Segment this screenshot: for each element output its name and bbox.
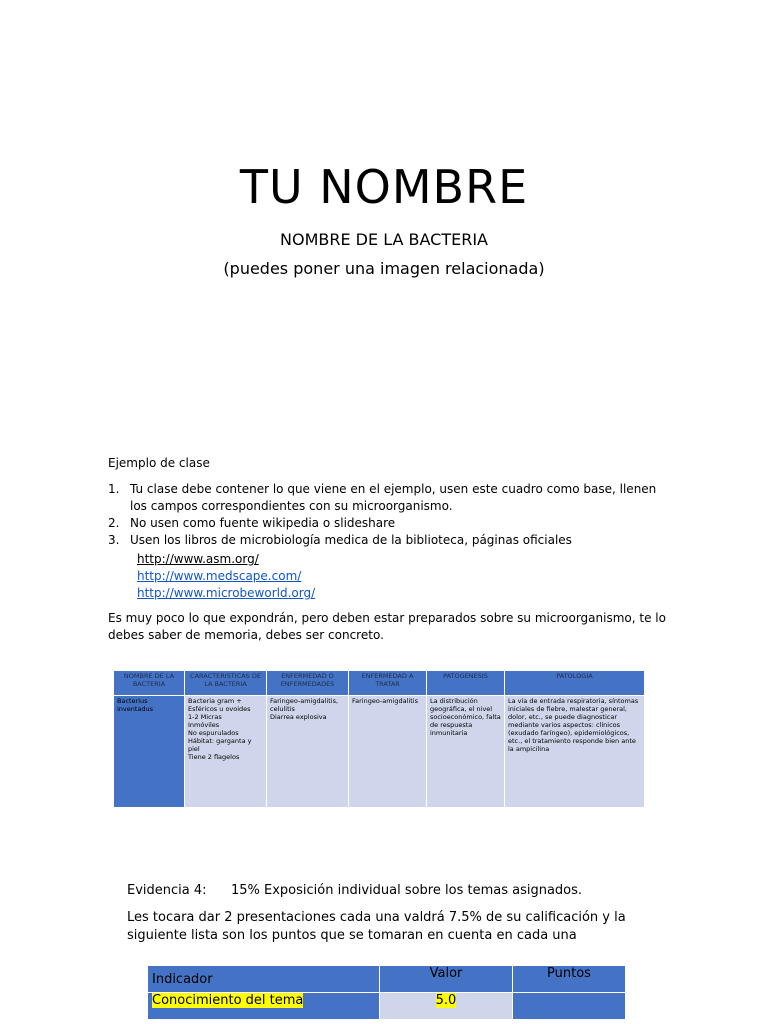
- cell-indicator: [148, 993, 380, 1020]
- table-row: [148, 993, 626, 1020]
- cell-value: [380, 993, 513, 1020]
- evidence-line: [127, 883, 583, 898]
- header-points: Puntos: [513, 966, 626, 993]
- cell-bacteria-name: Bacterius inventadus: [114, 696, 185, 808]
- table-header-row: [114, 671, 645, 696]
- header-characteristics: CARACTERISTICAS DE LA BACTERIA: [185, 671, 267, 696]
- list-number: 1.: [108, 482, 120, 496]
- evidence-detail: 15% Exposición individual sobre los temas asignados.: [231, 883, 583, 898]
- instructions-list: [108, 481, 668, 549]
- evidence-label: Evidencia 4:: [127, 883, 207, 898]
- list-item: [108, 481, 668, 515]
- list-item: [108, 532, 668, 549]
- list-item: [108, 515, 668, 532]
- header-pathogenesis: PATOGENESIS: [427, 671, 505, 696]
- link-asm[interactable]: http://www.asm.org/: [137, 552, 259, 566]
- list-number: 2.: [108, 516, 120, 530]
- cell-diseases: Faringeo-amigdalitis, celulitis Diarrea explosiva: [267, 696, 349, 808]
- example-table: [113, 670, 645, 808]
- list-text: Usen los libros de microbiología medica de la biblioteca, páginas oficiales: [130, 533, 572, 547]
- cell-pathology: La vía de entrada respiratoria, síntomas iniciales de fiebre, malestar general, dolor, etc., se puede diagnosticar mediante varios aspectos: clínicos (exudado faríngeo), epidemiológicos, etc., el tratamiento responde bien ante la ampicilina: [505, 696, 645, 808]
- scores-table: [147, 965, 626, 1020]
- table-row: [114, 696, 645, 808]
- cell-characteristics: Bacteria gram + Esféricos u ovoides 1-2 Micras Inmóviles No espurulados Hábitat: garganta y piel Tiene 2 flagelos: [185, 696, 267, 808]
- list-number: 3.: [108, 533, 120, 547]
- header-disease-to-treat: ENFERMEDAD A TRATAR: [349, 671, 427, 696]
- list-text: Tu clase debe contener lo que viene en el ejemplo, usen este cuadro como base, llenen los campos correspondientes con su microorganismo.: [130, 482, 657, 513]
- indicator-text: Conocimiento del tema: [152, 993, 304, 1008]
- cell-pathogenesis: La distribución geográfica, el nivel socioeconómico, falta de respuesta inmunitaria: [427, 696, 505, 808]
- table-header-row: [148, 966, 626, 993]
- evidence-description: Les tocara dar 2 presentaciones cada una valdrá 7.5% de su calificación y la siguiente lista son los puntos que se tomaran en cuenta en cada una: [127, 910, 626, 943]
- link-medscape[interactable]: http://www.medscape.com/: [137, 569, 302, 583]
- header-value: Valor: [380, 966, 513, 993]
- cell-disease-to-treat: Faringeo-amigdalitis: [349, 696, 427, 808]
- reference-links: [137, 551, 315, 602]
- header-diseases: ENFERMEDAD O ENFERMEDADES: [267, 671, 349, 696]
- closing-note: Es muy poco lo que expondrán, pero deben estar preparados sobre su microorganismo, te lo debes saber de memoria, debes ser concreto.: [108, 611, 666, 642]
- cell-points: [513, 993, 626, 1020]
- header-bacteria-name: NOMBRE DE LA BACTERIA: [114, 671, 185, 696]
- page-title: TU NOMBRE: [239, 160, 529, 214]
- value-text: 5.0: [435, 993, 457, 1008]
- header-indicator: Indicador: [148, 966, 380, 993]
- bacteria-name-subtitle: NOMBRE DE LA BACTERIA: [280, 230, 488, 249]
- example-heading: Ejemplo de clase: [108, 456, 210, 470]
- image-hint-subtitle: (puedes poner una imagen relacionada): [223, 259, 545, 278]
- link-microbeworld[interactable]: http://www.microbeworld.org/: [137, 586, 316, 600]
- header-pathology: PATOLOGIA: [505, 671, 645, 696]
- list-text: No usen como fuente wikipedia o slideshare: [130, 516, 396, 530]
